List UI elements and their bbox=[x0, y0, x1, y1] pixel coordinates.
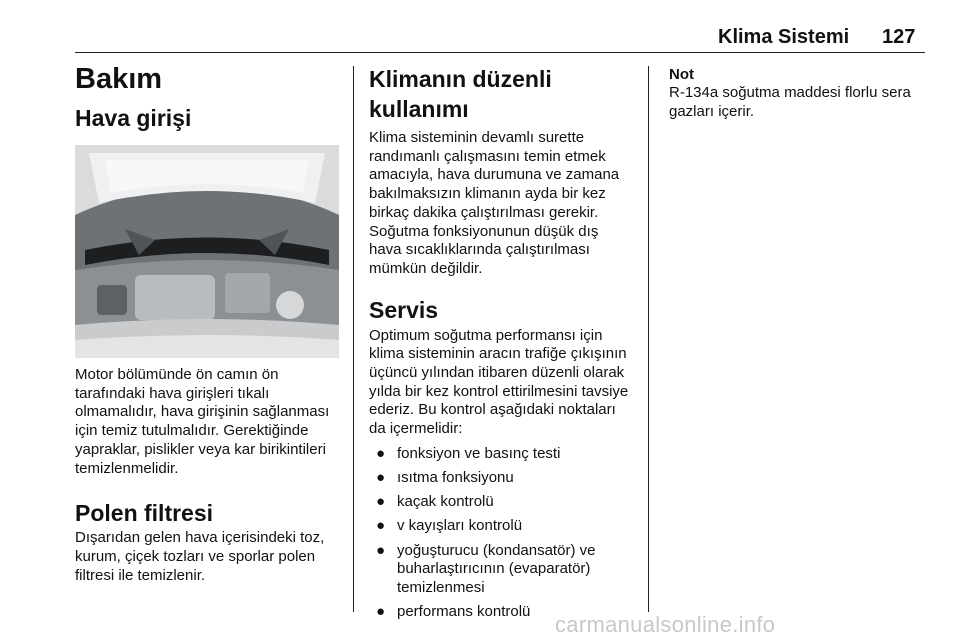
pollen-filter-text: Dışarıdan gelen hava içerisindeki toz, kurum, çiçek tozları ve sporlar polen filtresi ile temizlenir. bbox=[75, 529, 325, 584]
column-divider bbox=[353, 66, 354, 612]
list-item-text: performans kontrolü bbox=[397, 603, 531, 621]
bullet-icon: ● bbox=[376, 603, 386, 621]
chapter-title: Klima Sistemi bbox=[718, 26, 850, 48]
list-item-text: kaçak kontrolü bbox=[397, 493, 494, 511]
column-right bbox=[669, 60, 929, 121]
note-title: Not bbox=[669, 66, 694, 83]
air-intake-text: Motor bölümünde ön camın ön tarafındaki hava girişleri tıkalı olmamalıdır, hava girişinin sağlanması için temiz tutulmalıdır. Gerektiğinde yapraklar, pislikler veya kar birikintileri temizlenmelidir. bbox=[75, 366, 330, 477]
list-item bbox=[369, 469, 634, 488]
column-divider bbox=[648, 66, 649, 612]
regular-use-text: Klima sisteminin devamlı surette randımanlı çalışmasını temin etmek amacıyla, hava durumuna ve zamana bakılmaksızın klimanın ayda bir kez birkaç dakika çalıştırılması gerekir. Soğutma fonksiyonunun düşük dış hava sıcaklıklarında çalıştırılması mümkün değildir. bbox=[369, 129, 620, 277]
engine-bay-photo bbox=[75, 145, 339, 358]
list-item-text: ısıtma fonksiyonu bbox=[397, 469, 514, 487]
list-item-text: v kayışları kontrolü bbox=[397, 517, 523, 535]
list-item bbox=[369, 517, 634, 536]
bullet-icon: ● bbox=[376, 469, 386, 487]
air-intake-heading: Hava girişi bbox=[75, 105, 192, 131]
pollen-filter-heading: Polen filtresi bbox=[75, 500, 214, 527]
service-checklist bbox=[369, 445, 634, 622]
column-middle bbox=[369, 60, 634, 627]
list-item bbox=[369, 542, 634, 598]
service-heading: Servis bbox=[369, 296, 439, 323]
note-text: R-134a soğutma maddesi florlu sera gazları içerir. bbox=[669, 84, 911, 120]
list-item-text: yoğuşturucu (kondansatör) ve buharlaştırıcının (evaparatör) temizlenmesi bbox=[397, 541, 596, 597]
bullet-icon: ● bbox=[376, 444, 386, 462]
bullet-icon: ● bbox=[376, 493, 386, 511]
bullet-icon: ● bbox=[376, 517, 386, 535]
bullet-icon: ● bbox=[376, 541, 386, 559]
service-text: Optimum soğutma performansı için klima sisteminin aracın trafiğe çıkışının üçüncü yılından itibaren düzenli olarak yılda bir kez kontrol ettirilmesini tavsiye ederiz. Bu kontrol aşağıdaki noktaları da içermelidir: bbox=[369, 326, 629, 438]
watermark: carmanualsonline.info bbox=[555, 612, 776, 637]
list-item bbox=[369, 493, 634, 512]
section-title: Bakım bbox=[75, 63, 163, 95]
regular-use-heading: Klimanın düzenli kullanımı bbox=[369, 66, 552, 122]
list-item bbox=[369, 445, 634, 464]
header-rule bbox=[75, 52, 925, 53]
list-item-text: fonksiyon ve basınç testi bbox=[397, 444, 561, 462]
page-number: 127 bbox=[882, 26, 916, 48]
column-left bbox=[75, 60, 343, 585]
